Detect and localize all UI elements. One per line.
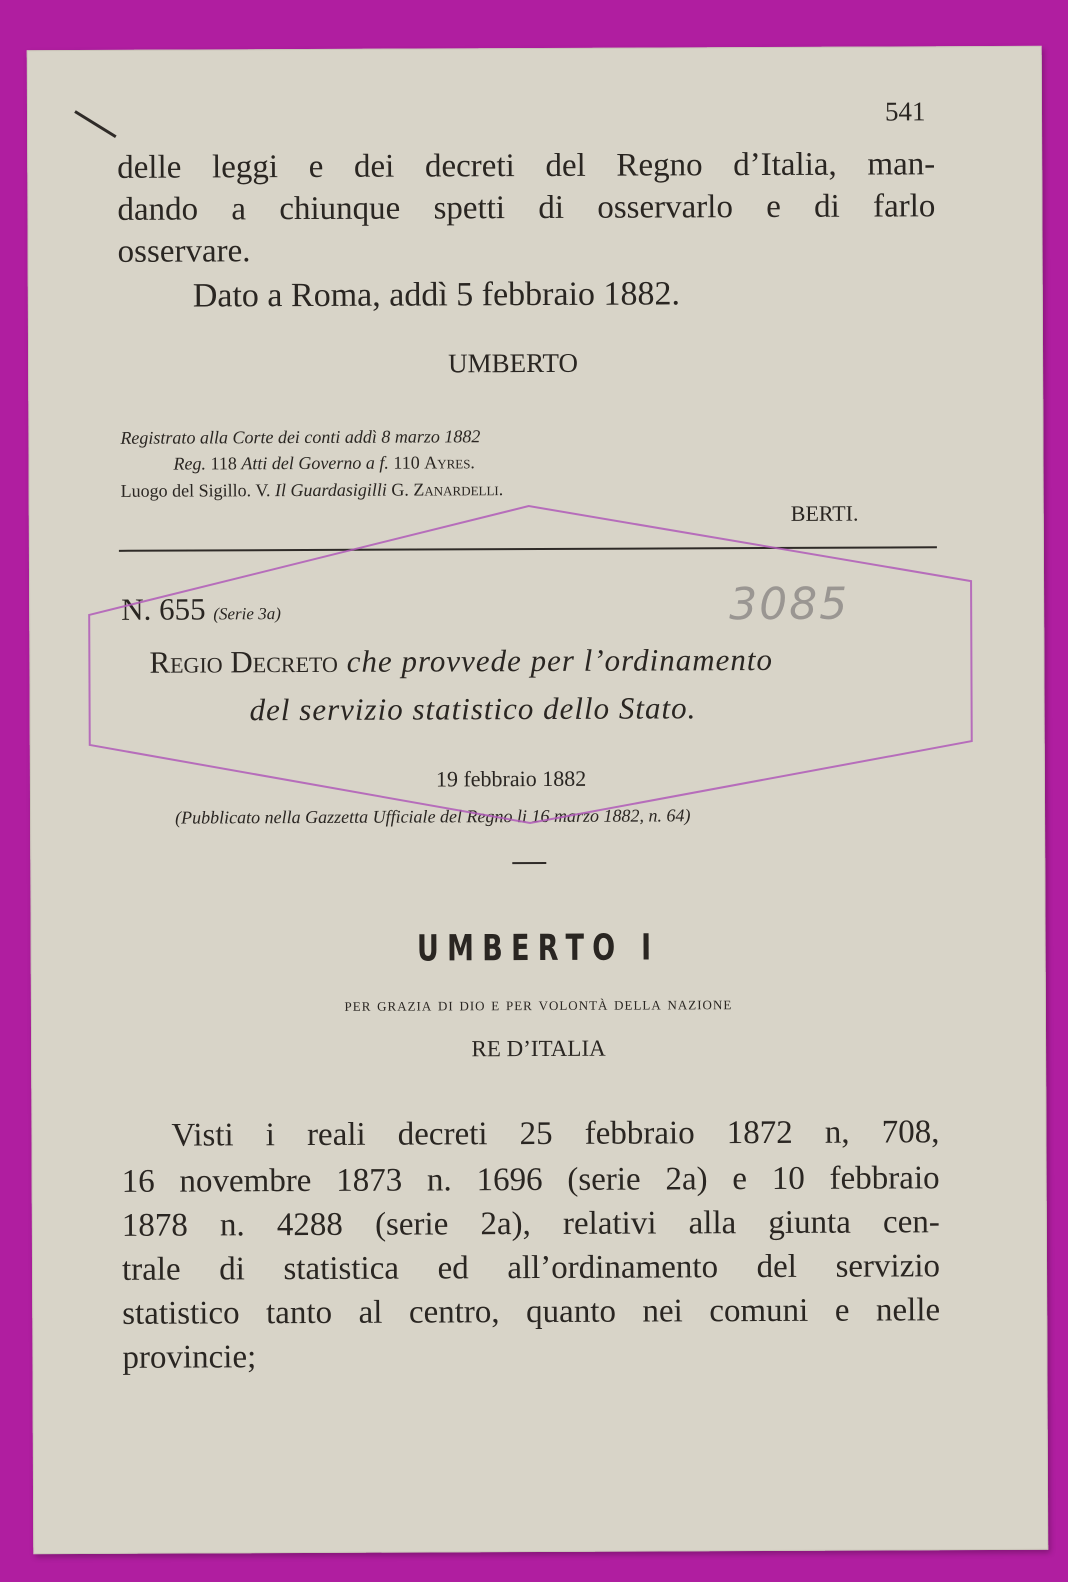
word: di: [219, 1251, 245, 1288]
word: 708,: [881, 1114, 940, 1151]
word: e: [308, 148, 324, 185]
word: i: [265, 1117, 276, 1154]
dato-line: Dato a Roma, addì 5 febbraio 1882.: [192, 275, 681, 315]
word: ed: [437, 1250, 469, 1287]
word: e: [766, 188, 781, 225]
word: n.: [219, 1207, 245, 1244]
document-page: [27, 46, 1049, 1554]
word: n.: [426, 1162, 452, 1199]
word: d’Italia,: [733, 146, 837, 184]
word: osservarlo: [597, 189, 733, 226]
word: (serie: [374, 1206, 449, 1243]
word: e: [834, 1292, 850, 1329]
decree-title-line-1: Regio Decreto che provvede per l’ordinamento: [149, 641, 773, 680]
word: relativi: [562, 1205, 657, 1242]
word: 1696: [476, 1161, 543, 1199]
word: di: [814, 188, 840, 225]
word: 25: [519, 1115, 553, 1153]
hexagon-stamp: [27, 46, 1049, 1554]
word: 1878: [121, 1207, 188, 1244]
word: nei: [642, 1293, 683, 1330]
page-number: 541: [884, 96, 926, 127]
word: a: [231, 191, 247, 228]
word: quanto: [526, 1293, 617, 1331]
word: man-: [867, 146, 936, 183]
word: decreti: [424, 148, 515, 185]
publication-note: (Pubblicato nella Gazzetta Ufficiale del Regno li 16 marzo 1882, n. 64): [175, 805, 691, 828]
registration-line-3: Luogo del Sigillo. V. Il Guardasigilli G. Zanardelli.: [120, 479, 504, 501]
word: 1873: [336, 1162, 403, 1199]
word: tanto: [266, 1294, 333, 1332]
word: 16: [121, 1163, 155, 1200]
word: 4288: [276, 1206, 343, 1244]
word: e: [732, 1161, 748, 1198]
minister-signature: BERTI.: [790, 500, 859, 526]
word: 2a): [665, 1161, 708, 1198]
word: dando: [117, 191, 199, 228]
word: cen-: [882, 1204, 940, 1241]
word: n,: [824, 1114, 850, 1151]
word: delle: [117, 149, 182, 186]
grace-line: per grazia di dio e per volontà della nazione: [344, 993, 733, 1016]
word: Visti: [171, 1117, 234, 1154]
king-signature: UMBERTO: [448, 347, 579, 379]
re-italia: RE D’ITALIA: [471, 1035, 606, 1062]
word: decreti: [397, 1116, 488, 1153]
word: trale: [121, 1251, 181, 1288]
word: 2a),: [480, 1206, 531, 1243]
word: Regno: [616, 147, 703, 184]
decree-title-line-2: del servizio statistico dello Stato.: [249, 690, 697, 728]
word: 1872: [726, 1114, 793, 1152]
word: centro,: [408, 1294, 500, 1331]
word: di: [538, 189, 565, 226]
word: al: [358, 1294, 383, 1331]
word: (serie: [567, 1161, 641, 1198]
body-line-6: provincie;: [122, 1339, 257, 1376]
word: statistica: [283, 1250, 400, 1288]
decree-date: 19 febbraio 1882: [435, 765, 587, 792]
word: giunta: [768, 1204, 851, 1241]
registration-line-2: Reg. 118 Atti del Governo a f. 110 Ayres.: [173, 452, 475, 474]
word: reali: [306, 1116, 366, 1154]
word: del: [545, 147, 586, 184]
word: spetti: [433, 190, 506, 227]
word: comuni: [709, 1292, 809, 1330]
word: chiunque: [279, 190, 401, 228]
word: novembre: [179, 1162, 312, 1200]
continuation-line-3: osservare.: [117, 233, 251, 270]
decree-number: N. 655 (Serie 3a): [121, 591, 281, 627]
word: statistico: [122, 1295, 240, 1332]
word: alla: [688, 1205, 737, 1242]
registration-line-1: Registrato alla Corte dei conti addì 8 marzo 1882: [120, 426, 481, 448]
word: dei: [353, 148, 395, 185]
word: servizio: [835, 1248, 941, 1285]
word: 10: [771, 1160, 805, 1197]
pencil-note: 3085: [729, 578, 850, 631]
word: del: [756, 1248, 798, 1286]
word: farlo: [873, 188, 936, 225]
word: all’ordinamento: [507, 1249, 719, 1287]
word: febbraio: [829, 1160, 940, 1197]
word: leggi: [211, 149, 279, 186]
word: febbraio: [584, 1115, 695, 1152]
king-heading: UMBERTO I: [416, 927, 660, 970]
word: nelle: [875, 1292, 941, 1329]
